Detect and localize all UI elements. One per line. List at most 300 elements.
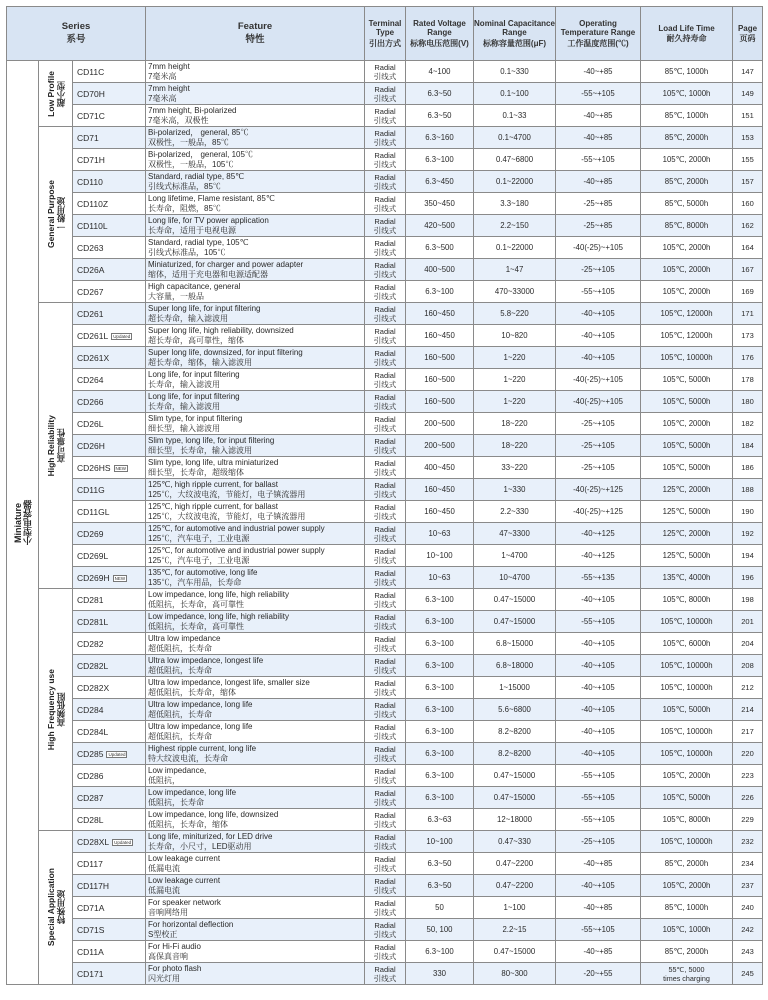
feature-cell [146,963,365,985]
series-code: CD263 [77,242,104,253]
feature-en: Low impedance, long life, high reliability [148,611,289,621]
feature-cn: 125℃，汽车电子，工业电源 [148,533,250,543]
feature-cell [146,655,365,677]
voltage-cell: 6.3~100 [406,149,474,171]
temperature-cell: -40~+85 [556,897,641,919]
feature-cn: 长寿命，输入滤波用 [148,401,220,411]
terminal-en: Radial [374,392,396,402]
series-cell [73,347,146,369]
feature-cell [146,787,365,809]
feature-cn: 低漏电流 [148,863,180,873]
page-cell: 162 [733,215,763,237]
terminal-cell [365,897,406,919]
feature-cn: 低阻抗，长寿命，缩体 [148,819,228,829]
feature-cn: 低阻抗，长寿命 [148,797,204,807]
series-code: CD284 [77,704,104,715]
life-cell: 105℃, 2000h [641,149,733,171]
category-miniature-cn: 小型电容器 [22,500,33,545]
feature-en: Super long life, for input filtering [148,303,261,313]
feature-en: Ultra low impedance [148,633,221,643]
table-row [7,105,763,127]
group-label [39,303,73,589]
terminal-en: Radial [374,84,396,94]
capacitance-cell: 0.1~33 [474,105,556,127]
voltage-cell: 6.3~100 [406,743,474,765]
terminal-en: Radial [374,920,396,930]
page-cell: 196 [733,567,763,589]
page-cell: 198 [733,589,763,611]
group-label-cn: 高可靠性 [55,428,66,463]
page-cell: 160 [733,193,763,215]
series-cell [73,875,146,897]
series-code: CD287 [77,792,104,803]
table-row [7,61,763,83]
feature-cn: 长寿命，阻燃，85℃ [148,203,221,213]
feature-cell [146,435,365,457]
terminal-en: Radial [374,436,396,446]
series-cell [73,567,146,589]
voltage-cell: 10~63 [406,523,474,545]
temperature-cell: -55~+105 [556,765,641,787]
temperature-cell: -40~+105 [556,655,641,677]
feature-en: Low impedance, long life, downsized [148,809,279,819]
terminal-cell [365,963,406,985]
life-cell: 105℃, 5000h [641,391,733,413]
life-cell: 105℃, 6000h [641,633,733,655]
terminal-en: Radial [374,260,396,270]
temperature-cell: -55~+105 [556,919,641,941]
voltage-cell: 4~100 [406,61,474,83]
temperature-cell: -40~+105 [556,347,641,369]
table-row [7,127,763,149]
feature-en: Long life, for input filtering [148,369,240,379]
terminal-en: Radial [374,656,396,666]
feature-cn: 125℃，汽车电子，工业电源 [148,555,250,565]
terminal-cn: 引线式 [373,181,397,191]
life-cell: 105℃, 12000h [641,325,733,347]
series-code: CD28XL [77,836,110,847]
series-cell [73,237,146,259]
page-cell: 242 [733,919,763,941]
page-cell: 186 [733,457,763,479]
terminal-cn: 引线式 [373,423,397,433]
terminal-cn: 引线式 [373,819,397,829]
page-cell: 217 [733,721,763,743]
feature-cn: 高保真音响 [148,951,188,961]
series-badge: NEW [114,575,126,581]
table-row [7,501,763,523]
capacitance-cell: 80~300 [474,963,556,985]
page-cell: 178 [733,369,763,391]
temperature-cell: -25~+105 [556,457,641,479]
feature-cell [146,523,365,545]
table-row [7,171,763,193]
capacitance-cell: 18~220 [474,435,556,457]
series-badge: Updated [108,751,126,757]
terminal-en: Radial [374,370,396,380]
voltage-cell: 6.3~50 [406,875,474,897]
terminal-cell [365,787,406,809]
temperature-cell: -40~+125 [556,523,641,545]
feature-cell [146,325,365,347]
series-code: CD110Z [77,198,109,209]
capacitance-cell: 3.3~180 [474,193,556,215]
life-cell: 105℃, 1000h [641,919,733,941]
capacitance-cell: 0.1~22000 [474,171,556,193]
terminal-cell [365,853,406,875]
table-row [7,875,763,897]
terminal-cell [365,479,406,501]
page-cell: 226 [733,787,763,809]
life-cell: 105℃, 8000h [641,589,733,611]
terminal-en: Radial [374,128,396,138]
capacitance-cell: 1~15000 [474,677,556,699]
life-cell: 85℃, 2000h [641,941,733,963]
feature-en: Standard, radial type, 85℃ [148,171,245,181]
header-life-en: Load Life Time [658,23,715,33]
terminal-cn: 引线式 [373,687,397,697]
terminal-en: Radial [374,194,396,204]
feature-cn: 125℃，大纹波电流，节能灯，电子镇流器用 [148,511,306,521]
terminal-en: Radial [374,502,396,512]
voltage-cell: 6.3~450 [406,171,474,193]
feature-cell [146,721,365,743]
series-code: CD26HS [77,462,111,473]
feature-en: Long lifetime, Flame resistant, 85℃ [148,193,275,203]
voltage-cell: 10~63 [406,567,474,589]
series-cell [73,765,146,787]
series-cell [73,963,146,985]
series-cell [73,809,146,831]
life-cell: 85℃, 1000h [641,897,733,919]
capacitance-cell: 0.1~22000 [474,237,556,259]
series-cell [73,259,146,281]
series-code: CD26H [77,440,105,451]
series-code: CD286 [77,770,104,781]
capacitance-cell: 0.1~4700 [474,127,556,149]
terminal-cn: 引线式 [373,203,397,213]
feature-cell [146,897,365,919]
terminal-cn: 引线式 [373,973,397,983]
terminal-cn: 引线式 [373,885,397,895]
terminal-en: Radial [374,964,396,974]
temperature-cell: -25~+105 [556,259,641,281]
header-capacitance-en: Nominal Capacitance Range [474,18,555,38]
terminal-cn: 引线式 [373,335,397,345]
header-life-cn: 耐久持寿命 [666,34,707,43]
terminal-cell [365,941,406,963]
series-code: CD282 [77,638,104,649]
page-cell: 229 [733,809,763,831]
series-code: CD28L [77,814,104,825]
terminal-cn: 引线式 [373,137,397,147]
feature-cell [146,941,365,963]
table-row [7,281,763,303]
voltage-cell: 6.3~63 [406,809,474,831]
feature-cell [146,281,365,303]
feature-en: For speaker network [148,897,221,907]
terminal-en: Radial [374,876,396,886]
header-temperature [556,7,641,61]
feature-cn: 长寿命，适用于电视电源 [148,225,236,235]
terminal-cn: 引线式 [373,159,397,169]
series-cell [73,413,146,435]
voltage-cell: 6.3~100 [406,941,474,963]
terminal-cn: 引线式 [373,775,397,785]
life-cell: 105℃, 2000h [641,413,733,435]
capacitance-cell: 0.47~15000 [474,787,556,809]
series-badge: Updated [114,839,132,845]
voltage-cell: 160~450 [406,479,474,501]
series-cell [73,853,146,875]
header-series-en: Series [61,21,91,32]
table-row [7,193,763,215]
capacitance-cell: 1~220 [474,391,556,413]
capacitance-cell: 0.47~2200 [474,853,556,875]
life-cell: 105℃, 5000h [641,369,733,391]
series-cell [73,369,146,391]
series-code: CD281 [77,594,104,605]
life-cell: 105℃, 5000h [641,699,733,721]
life-cell: 105℃, 5000h [641,457,733,479]
terminal-cell [365,523,406,545]
temperature-cell: -55~+105 [556,611,641,633]
page-cell: 171 [733,303,763,325]
life-cell: 105℃, 10000h [641,347,733,369]
temperature-cell: -40~+125 [556,545,641,567]
life-cell: 105℃, 10000h [641,611,733,633]
terminal-cn: 引线式 [373,665,397,675]
header-life [641,7,733,61]
voltage-cell: 160~450 [406,303,474,325]
terminal-cell [365,281,406,303]
series-cell [73,743,146,765]
terminal-en: Radial [374,700,396,710]
terminal-cell [365,391,406,413]
feature-en: Bi-polarized， general, 85℃ [148,127,249,137]
terminal-cn: 引线式 [373,577,397,587]
table-row [7,743,763,765]
feature-cell [146,259,365,281]
terminal-en: Radial [374,810,396,820]
terminal-en: Radial [374,634,396,644]
terminal-en: Radial [374,282,396,292]
feature-cell [146,83,365,105]
feature-cn: 低阻抗， [148,775,180,785]
series-code: CD282L [77,660,109,671]
terminal-cn: 引线式 [373,929,397,939]
terminal-cn: 引线式 [373,709,397,719]
feature-cn: 细长型，输入滤波用 [148,423,220,433]
page-cell: 173 [733,325,763,347]
feature-cn: 大容量，一般品 [148,291,204,301]
series-code: CD71S [77,924,105,935]
feature-cn: 超长寿命，输入滤波用 [148,313,228,323]
feature-cn: 7毫米高 [148,93,177,103]
feature-en: Low impedance, [148,765,207,775]
series-cell [73,699,146,721]
table-row [7,941,763,963]
temperature-cell: -25~+85 [556,193,641,215]
temperature-cell: -40~+105 [556,303,641,325]
terminal-cell [365,721,406,743]
feature-cn: 低阻抗，长寿命，高可靠性 [148,621,244,631]
page-cell: 167 [733,259,763,281]
terminal-en: Radial [374,678,396,688]
page-cell: 204 [733,633,763,655]
life-cell: 105℃, 2000h [641,765,733,787]
terminal-cell [365,413,406,435]
feature-cell [146,567,365,589]
feature-en: Low impedance, long life [148,787,237,797]
series-cell [73,105,146,127]
table-row [7,83,763,105]
feature-en: Slim type, long life, ultra miniaturized [148,457,279,467]
capacitance-cell: 0.47~330 [474,831,556,853]
feature-en: 135℃, for automotive, long life [148,567,258,577]
table-row [7,765,763,787]
capacitance-cell: 1~220 [474,347,556,369]
feature-cell [146,61,365,83]
terminal-cn: 引线式 [373,247,397,257]
feature-cn: 闪光灯用 [148,973,180,983]
terminal-cell [365,545,406,567]
temperature-cell: -40~+85 [556,61,641,83]
temperature-cell: -40~+85 [556,105,641,127]
group-label-cn: 高频低阻 [55,692,66,727]
terminal-cell [365,457,406,479]
terminal-cn: 引线式 [373,357,397,367]
series-code: CD110L [77,220,108,231]
terminal-cn: 引线式 [373,555,397,565]
temperature-cell: -40(-25)~+105 [556,369,641,391]
header-terminal [365,7,406,61]
voltage-cell: 330 [406,963,474,985]
table-row [7,655,763,677]
life-cell: 125℃, 2000h [641,523,733,545]
feature-en: Ultra low impedance, long life [148,721,253,731]
terminal-cn: 引线式 [373,313,397,323]
feature-cn: 长寿命，输入滤波用 [148,379,220,389]
page-cell: 194 [733,545,763,567]
feature-cell [146,809,365,831]
terminal-en: Radial [374,304,396,314]
terminal-en: Radial [374,744,396,754]
capacitance-cell: 10~4700 [474,567,556,589]
page-cell: 192 [733,523,763,545]
voltage-cell: 6.3~100 [406,281,474,303]
series-code: CD11G [77,484,105,495]
voltage-cell: 160~500 [406,347,474,369]
terminal-cell [365,61,406,83]
feature-cn: 7毫米高 [148,71,177,81]
terminal-cn: 引线式 [373,643,397,653]
capacitance-cell: 0.47~6800 [474,149,556,171]
capacitance-cell: 470~33000 [474,281,556,303]
feature-cn: 细长型，长寿命，输入滤波用 [148,445,252,455]
life-cell: 135℃, 4000h [641,567,733,589]
header-temperature-cn: 工作温度范围(℃) [567,38,629,48]
feature-cn: 超长寿命，缩体，输入滤波用 [148,357,252,367]
series-cell [73,61,146,83]
feature-cell [146,391,365,413]
terminal-cn: 引线式 [373,291,397,301]
voltage-cell: 200~500 [406,413,474,435]
life-cell: 85℃, 2000h [641,853,733,875]
series-cell [73,83,146,105]
terminal-cell [365,127,406,149]
feature-en: Long life, miniturized, for LED drive [148,831,273,841]
series-code: CD26A [77,264,105,275]
life-cell: 85℃, 1000h [641,105,733,127]
feature-cell [146,699,365,721]
feature-cell [146,611,365,633]
category-miniature-en: Miniature [12,502,23,543]
feature-en: 125℃, high ripple current, for ballast [148,479,278,489]
life-cell: 105℃, 12000h [641,303,733,325]
capacitance-cell: 6.8~15000 [474,633,556,655]
feature-cn: 7毫米高，双极性 [148,115,209,125]
series-cell [73,545,146,567]
life-cell: 105℃, 10000h [641,743,733,765]
header-terminal-en: Terminal Type [368,18,402,38]
table-row [7,545,763,567]
series-code: CD71H [77,154,105,165]
header-temperature-en: Operating Temperature Range [560,18,636,38]
life-line1: 55℃, 5000 [668,964,705,974]
terminal-en: Radial [374,62,396,72]
terminal-cell [365,567,406,589]
terminal-en: Radial [374,238,396,248]
feature-cell [146,105,365,127]
feature-cn: 缩体，适用于充电器和电源适配器 [148,269,268,279]
header-page-en: Page [737,23,758,33]
category-miniature [7,61,39,985]
terminal-cn: 引线式 [373,467,397,477]
feature-cell [146,875,365,897]
feature-cell [146,127,365,149]
series-cell [73,457,146,479]
temperature-cell: -55~+105 [556,83,641,105]
capacitance-cell: 0.47~2200 [474,875,556,897]
page-cell: 232 [733,831,763,853]
series-code: CD110 [77,176,103,187]
terminal-en: Radial [374,172,396,182]
terminal-cell [365,347,406,369]
terminal-cell [365,193,406,215]
terminal-en: Radial [374,216,396,226]
series-cell [73,523,146,545]
terminal-en: Radial [374,766,396,776]
life-cell: 105℃, 8000h [641,809,733,831]
terminal-cell [365,501,406,523]
series-code: CD117H [77,880,109,891]
page-cell: 190 [733,501,763,523]
terminal-cell [365,303,406,325]
feature-en: Miniaturized, for charger and power adapter [148,259,304,269]
table-row [7,699,763,721]
terminal-en: Radial [374,942,396,952]
capacitance-cell: 6.8~18000 [474,655,556,677]
table-row [7,457,763,479]
terminal-cn: 引线式 [373,863,397,873]
voltage-cell: 10~100 [406,831,474,853]
feature-cn: 超低阻抗，长寿命，缩体 [148,687,236,697]
capacitance-cell: 33~220 [474,457,556,479]
feature-cell [146,479,365,501]
temperature-cell: -40~+85 [556,941,641,963]
temperature-cell: -40~+105 [556,699,641,721]
